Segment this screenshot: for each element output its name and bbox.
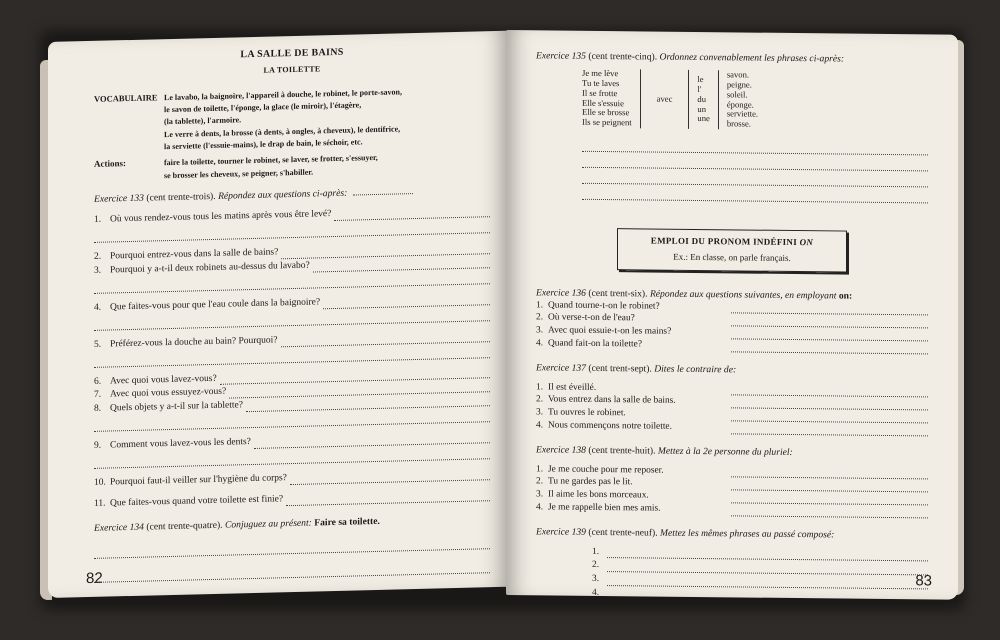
- question-number: 1.: [94, 214, 102, 226]
- answer-line[interactable]: [607, 576, 928, 589]
- question-number: 1.: [536, 382, 544, 393]
- question-number: 2.: [536, 394, 544, 405]
- answer-line[interactable]: [582, 171, 928, 188]
- exercise-139-heading: [536, 526, 928, 542]
- answer-line[interactable]: [607, 548, 928, 561]
- question-number: 2.: [536, 476, 544, 487]
- grammar-rule-box: [617, 228, 847, 272]
- question-text: Il aime les bons morceaux.: [548, 489, 649, 501]
- question-number: 6.: [94, 376, 102, 387]
- question-number: 10.: [94, 477, 106, 488]
- question-text: Quand fait-on la toilette?: [548, 338, 642, 350]
- vocabulary-label: VOCABULAIRE: [94, 91, 158, 104]
- grammar-rule-example: Ex.: En classe, on parle français.: [673, 252, 791, 264]
- question-text: Comment vous lavez-vous les dents?: [110, 437, 251, 451]
- grid-cell: savon.: [726, 69, 750, 80]
- actions-section: [94, 150, 490, 184]
- question-text: Avec quoi essuie-t-on les mains?: [548, 325, 672, 337]
- answer-line[interactable]: [582, 155, 928, 172]
- question-text: Il est éveillé.: [548, 382, 597, 393]
- question-number: 4.: [536, 502, 544, 513]
- question-text: Pourquoi y a-t-il deux robinets au-dessus du lavabo?: [110, 260, 310, 276]
- question-text: Où vous rendez-vous tous les matins après vous être levé?: [110, 209, 332, 225]
- question-number: 9.: [94, 440, 102, 452]
- question-text: Je me couche pour me reposer.: [548, 464, 664, 476]
- grid-cell: Tu te laves: [582, 77, 620, 89]
- answer-row: [592, 574, 928, 589]
- vocab-line: Le verre à dents, la brosse (à dents, à ongles, à cheveux), le dentifrice,: [164, 124, 401, 139]
- vocab-line: le savon de toilette, l'éponge, la glace (le miroir), l'étagère,: [164, 100, 362, 115]
- exercise-name: Exercice 133: [94, 192, 144, 206]
- answer-row: [592, 547, 928, 562]
- exercise-number-words: (cent trent-sept).: [588, 362, 652, 375]
- grid-cell: avec: [656, 93, 673, 104]
- exercise-138-heading: [536, 444, 928, 460]
- exercise-topic: Faire sa toilette.: [314, 515, 380, 529]
- exercise-instruction: Dites le contraire de:: [654, 363, 737, 376]
- answer-line[interactable]: [313, 258, 490, 272]
- sentence-grid: [582, 69, 766, 130]
- exercise-name: Exercice 139: [536, 526, 586, 538]
- answer-number: 4.: [592, 587, 600, 598]
- question-row: [94, 489, 490, 511]
- page-number: 82: [86, 569, 103, 588]
- exercise-instruction: Répondez aux questions suivantes, en employant: [649, 288, 837, 302]
- question-number: 3.: [536, 325, 544, 336]
- question-number: 3.: [94, 265, 102, 276]
- answer-line[interactable]: [582, 187, 928, 204]
- question-number: 2.: [536, 312, 544, 323]
- question-row: [94, 468, 490, 490]
- grid-cell: soleil.: [726, 89, 748, 100]
- grid-cell: Je me lève: [582, 67, 619, 79]
- vocabulary-section: [94, 84, 490, 156]
- actions-text: [164, 152, 378, 182]
- grid-cell: éponge.: [726, 98, 754, 110]
- question-text: Pourquoi faut-il veiller sur l'hygiène du corps?: [110, 473, 287, 488]
- grammar-rule-pronoun: ON: [799, 237, 814, 248]
- answer-line[interactable]: [94, 536, 490, 559]
- exercise-name: Exercice 137: [536, 362, 586, 374]
- question-number: 8.: [94, 404, 102, 415]
- grid-cell: Elle se brosse: [582, 107, 630, 118]
- answer-row: [592, 560, 928, 575]
- question-text: Où verse-t-on de l'eau?: [548, 312, 635, 324]
- exercise-name: Exercice 136: [536, 287, 586, 299]
- grid-cell: l': [697, 83, 702, 94]
- answer-line[interactable]: [353, 187, 413, 195]
- exercise-number-words: (cent trente-neuf).: [588, 526, 658, 539]
- grid-subjects: [582, 69, 640, 129]
- vocabulary-text: [164, 86, 402, 154]
- exercise-135-heading: [536, 50, 928, 66]
- exercise-number-words: (cent trente-cinq).: [588, 50, 658, 63]
- grid-cell: un: [697, 103, 706, 114]
- question-number: 11.: [94, 498, 106, 509]
- answer-line[interactable]: [731, 507, 928, 518]
- question-number: 4.: [536, 420, 544, 431]
- question-text: Tu ne gardes pas le lit.: [548, 476, 633, 488]
- grid-cell: du: [697, 93, 706, 104]
- exercise-instruction: Conjuguez au présent:: [224, 517, 312, 531]
- vocab-line: la serviette (l'essuie-mains), le drap de bain, le séchoir, etc.: [164, 137, 363, 152]
- exercise-name: Exercice 138: [536, 444, 586, 456]
- question-number: 7.: [94, 390, 102, 401]
- exercise-instruction: Ordonnez convenablement les phrases ci-après:: [659, 51, 845, 65]
- exercise-number-words: (cent trent-six).: [588, 287, 648, 300]
- page-number: 83: [915, 572, 932, 590]
- grid-cell: une: [697, 113, 710, 124]
- question-text: Que faites-vous pour que l'eau coule dans la baignoire?: [110, 297, 321, 313]
- question-text: Tu ouvres le robinet.: [548, 407, 626, 419]
- exercise-name: Exercice 135: [536, 50, 586, 62]
- answer-line[interactable]: [607, 562, 928, 575]
- grid-cell: serviette.: [726, 108, 759, 120]
- answer-line[interactable]: [323, 295, 490, 309]
- answer-line[interactable]: [731, 425, 928, 436]
- grid-articles: [689, 70, 718, 130]
- question-text: Je me rappelle bien mes amis.: [548, 502, 661, 514]
- question-number: 3.: [536, 489, 544, 500]
- question-text: Avec quoi vous lavez-vous?: [110, 373, 217, 387]
- question-number: 1.: [536, 300, 544, 311]
- grid-cell: le: [697, 73, 704, 84]
- grid-cell: brosse.: [726, 118, 751, 129]
- question-number: 4.: [536, 338, 544, 349]
- actions-label: Actions:: [94, 158, 126, 170]
- question-text: Vous entrez dans la salle de bains.: [548, 394, 676, 407]
- answer-line[interactable]: [334, 207, 490, 221]
- question-text: Que faites-vous quand votre toilette est finie?: [110, 494, 284, 509]
- grid-nouns: [718, 70, 766, 130]
- answer-line[interactable]: [94, 560, 490, 583]
- answer-line[interactable]: [582, 139, 928, 156]
- left-page: [48, 31, 508, 598]
- exercise-name: Exercice 134: [94, 521, 144, 534]
- question-text: Quels objets y a-t-il sur la tablette?: [110, 400, 243, 414]
- actions-line: faire la toilette, tourner le robinet, se laver, se frotter, s'essuyer,: [164, 153, 378, 168]
- answer-number: 3.: [592, 574, 600, 585]
- grammar-rule-title: EMPLOI DU PRONOM INDÉFINI: [650, 235, 798, 248]
- question-text: Pourquoi entrez-vous dans la salle de bains?: [110, 247, 279, 262]
- question-text: Préférez-vous la douche au bain? Pourquoi?: [110, 335, 278, 350]
- question-number: 4.: [94, 302, 102, 313]
- exercise-instruction: Répondez aux questions ci-après:: [218, 187, 348, 203]
- answer-line[interactable]: [290, 470, 490, 485]
- answer-line[interactable]: [286, 491, 490, 506]
- question-number: 3.: [536, 407, 544, 418]
- answer-number: 2.: [592, 560, 600, 571]
- question-number: 1.: [536, 464, 544, 475]
- exercise-135-answers: [582, 139, 928, 204]
- grid-cell: Il se frotte: [582, 87, 618, 98]
- grid-cell: Elle s'essuie: [582, 97, 624, 108]
- exercise-instruction: Mettez à la 2e personne du pluriel:: [657, 445, 793, 458]
- question-text: Nous commençons notre toilette.: [548, 420, 672, 432]
- answer-number: 1.: [592, 546, 600, 557]
- exercise-instruction: Mettez les mêmes phrases au passé composé:: [660, 527, 835, 541]
- answer-line[interactable]: [731, 343, 928, 354]
- exercise-number-words: (cent trente-trois).: [146, 191, 216, 204]
- grid-cell: peigne.: [726, 79, 752, 90]
- question-text: Quand tourne-t-on le robinet?: [548, 300, 660, 312]
- grid-cell: Ils se peignent: [582, 117, 632, 128]
- exercise-emphasis: on:: [838, 290, 853, 302]
- right-page: [506, 30, 958, 600]
- grammar-rule-heading: [622, 235, 842, 249]
- exercise-number-words: (cent trente-huit).: [588, 444, 656, 457]
- question-number: 2.: [94, 251, 102, 262]
- exercise-134-heading: [94, 513, 490, 535]
- exercise-137-heading: [536, 362, 928, 378]
- question-text: Avec quoi vous essuyez-vous?: [110, 387, 227, 400]
- exercise-133-heading: [94, 184, 490, 206]
- lesson-subtitle: LA TOILETTE: [263, 63, 321, 75]
- vocab-line: (la tablette), l'armoire.: [164, 115, 242, 127]
- actions-line: se brosser les cheveux, se peigner, s'habiller.: [164, 167, 314, 181]
- vocab-line: Le lavabo, la baignoire, l'appareil à douche, le robinet, le porte-savon,: [164, 86, 403, 102]
- grid-preposition: [640, 69, 689, 129]
- exercise-number-words: (cent trente-quatre).: [146, 519, 223, 533]
- lesson-title: LA SALLE DE BAINS: [240, 46, 344, 61]
- question-number: 5.: [94, 339, 102, 350]
